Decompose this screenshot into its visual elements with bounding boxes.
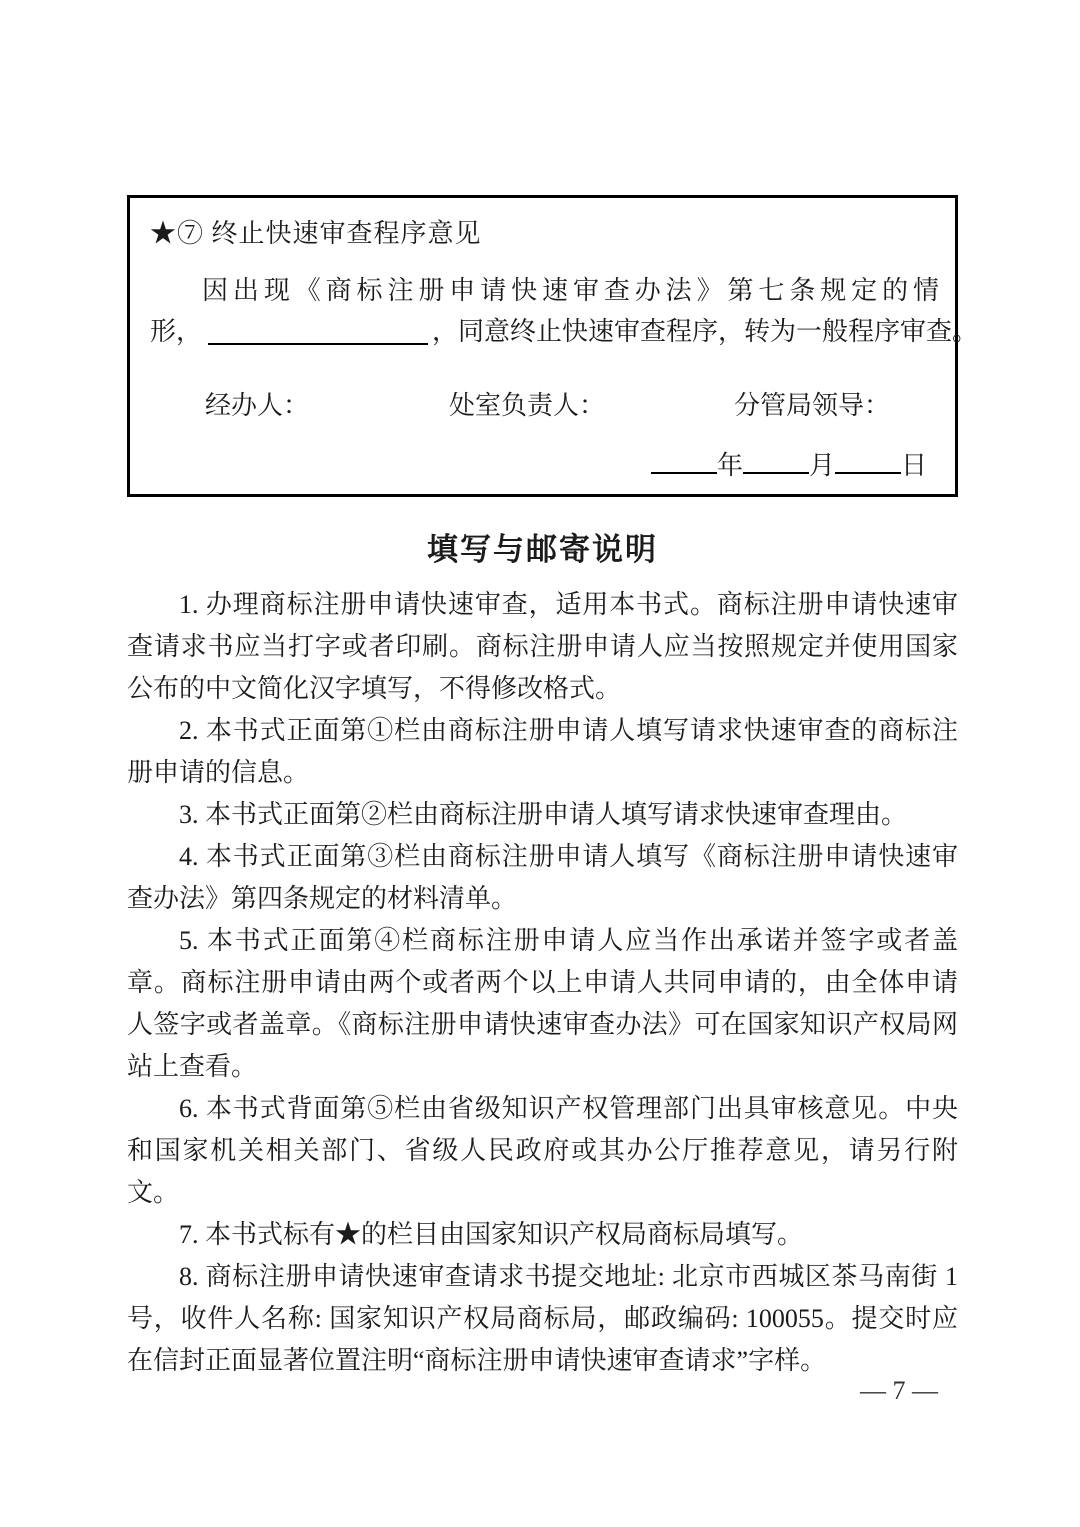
instructions-list bbox=[127, 584, 958, 1382]
office-head-label: 处室负责人： bbox=[449, 391, 606, 420]
instructions-heading: 填写与邮寄说明 bbox=[427, 532, 658, 567]
instruction-item-8: 8. 商标注册申请快速审查请求书提交地址: 北京市西城区茶马南街 1 号，收件人名称: 国家知识产权局商标局，邮政编码: 100055。提交时应在信封正面显著位置注明“商标注册申请快速审查请求”字样。 bbox=[127, 1262, 958, 1375]
year-label: 年 bbox=[716, 451, 743, 480]
signature-row bbox=[150, 390, 939, 422]
month-label: 月 bbox=[808, 451, 835, 480]
instruction-item-3: 3. 本书式正面第②栏由商标注册申请人填写请求快速审查理由。 bbox=[179, 800, 908, 829]
page-content bbox=[127, 195, 979, 1382]
page-number: — 7 — bbox=[860, 1376, 938, 1405]
year-blank-line bbox=[651, 446, 717, 474]
opinion-paragraph-line2-prefix: 形， bbox=[150, 317, 203, 346]
opinion-paragraph-line2 bbox=[150, 311, 979, 352]
instruction-item-6: 6. 本书式背面第⑤栏由省级知识产权管理部门出具审核意见。中央和国家机关相关部门、省级人民政府或其办公厅推荐意见，请另行附文。 bbox=[127, 1094, 958, 1207]
date-row bbox=[150, 446, 939, 483]
opinion-box-title: ★⑦ 终止快速审查程序意见 bbox=[150, 219, 482, 248]
opinion-paragraph-line2-suffix: ，同意终止快速审查程序，转为一般程序审查。 bbox=[432, 317, 979, 346]
instruction-item-2: 2. 本书式正面第①栏由商标注册申请人填写请求快速审查的商标注册申请的信息。 bbox=[127, 716, 958, 787]
month-blank-line bbox=[743, 446, 809, 474]
instruction-item-5: 5. 本书式正面第④栏商标注册申请人应当作出承诺并签字或者盖章。商标注册申请由两个或者两个以上申请人共同申请的，由全体申请人签字或者盖章。《商标注册申请快速审查办法》可在国家知识产权局网站上查看。 bbox=[127, 926, 958, 1081]
instruction-item-1: 1. 办理商标注册申请快速审查，适用本书式。商标注册申请快速审查请求书应当打字或者印刷。商标注册申请人应当按照规定并使用国家公布的中文简化汉字填写，不得修改格式。 bbox=[127, 590, 958, 703]
bureau-leader-label: 分管局领导： bbox=[734, 391, 891, 420]
opinion-paragraph-line1: 因出现《商标注册申请快速审查办法》第七条规定的情 bbox=[202, 276, 939, 305]
handler-label: 经办人： bbox=[205, 391, 310, 420]
instruction-item-7: 7. 本书式标有★的栏目由国家知识产权局商标局填写。 bbox=[179, 1220, 804, 1249]
terminate-review-opinion-box bbox=[127, 195, 979, 497]
reason-blank-line bbox=[208, 342, 428, 345]
day-label: 日 bbox=[900, 451, 927, 480]
instruction-item-4: 4. 本书式正面第③栏由商标注册申请人填写《商标注册申请快速审查办法》第四条规定的材料清单。 bbox=[127, 842, 958, 913]
day-blank-line bbox=[835, 446, 901, 474]
